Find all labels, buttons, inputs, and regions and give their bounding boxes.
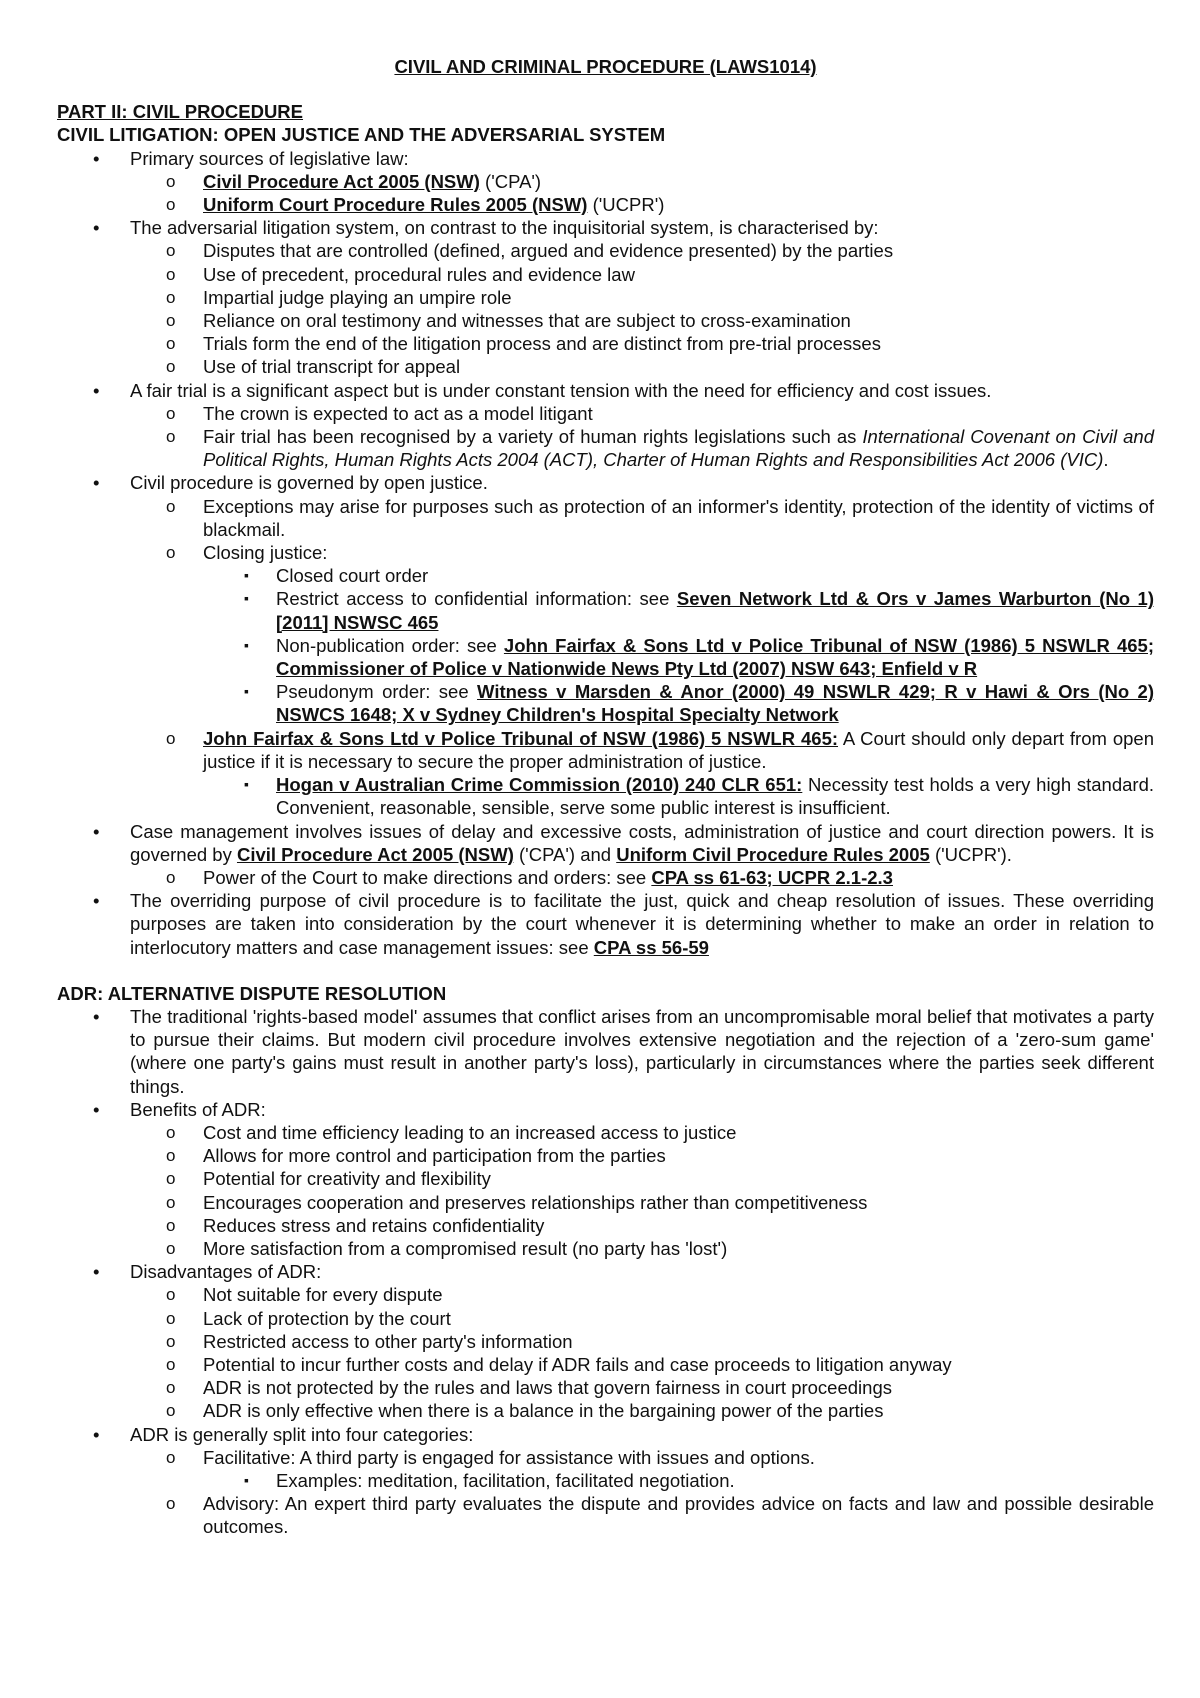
list-item	[130, 1214, 1154, 1237]
bullet-marker: o	[166, 496, 176, 516]
list-item	[57, 1005, 1154, 1098]
list-item-text: Potential for creativity and flexibility	[203, 1168, 491, 1190]
case-reference: Uniform Court Procedure Rules 2005 (NSW)	[203, 194, 588, 216]
list-item	[130, 1144, 1154, 1167]
list-item-text: .	[1103, 449, 1109, 471]
list-item	[130, 1167, 1154, 1190]
list-item	[130, 309, 1154, 332]
list-item	[130, 727, 1154, 820]
list-item-text: The adversarial litigation system, on contrast to the inquisitorial system, is characterised by:	[130, 217, 879, 239]
list-item-text: Reliance on oral testimony and witnesses that are subject to cross-examination	[203, 310, 851, 332]
part-heading: PART II: CIVIL PROCEDURE	[57, 101, 304, 123]
list-item	[130, 425, 1154, 471]
list-item	[130, 1191, 1154, 1214]
list-item-text: ('UCPR')	[587, 194, 665, 216]
list-item	[130, 1399, 1154, 1422]
list-item-text: ('CPA')	[479, 170, 542, 192]
list-item-text: ADR is generally split into four categories:	[130, 1423, 474, 1445]
bullet-marker: o	[166, 1169, 176, 1189]
case-reference: John Fairfax & Sons Ltd v Police Tribunal of NSW (1986) 5 NSWLR 465; Commissioner of Police v Nationwide News Pty Ltd (2007) NSW 643; Enfield v R	[276, 634, 1154, 680]
list-item	[130, 1330, 1154, 1353]
bullet-marker: •	[93, 1098, 100, 1120]
list-item-text: Non-publication order: see	[276, 634, 504, 656]
list-item-text: Reduces stress and retains confidentiality	[203, 1214, 545, 1236]
bullet-marker: •	[93, 147, 100, 169]
list-item-text: A fair trial is a significant aspect but is under constant tension with the need for efficiency and cost issues.	[130, 379, 992, 401]
list-item	[130, 866, 1154, 889]
list-item	[57, 1098, 1154, 1260]
case-reference: Witness v Marsden & Anor (2000) 49 NSWLR 429; R v Hawi & Ors (No 2) NSWCS 1648; X v Sydney Children's Hospital Specialty Network	[276, 681, 1154, 726]
list-item-text: Lack of protection by the court	[203, 1307, 451, 1329]
list-item-text: Advisory: An expert third party evaluates the dispute and provides advice on facts and law and possible desirable outcomes.	[203, 1493, 1154, 1538]
case-reference: CPA ss 56-59	[593, 936, 709, 958]
bullet-marker: o	[166, 1308, 176, 1328]
case-reference: Civil Procedure Act 2005 (NSW)	[203, 170, 480, 192]
list-item	[130, 1353, 1154, 1376]
list-item	[130, 263, 1154, 286]
list-item	[57, 379, 1154, 472]
list-item	[203, 634, 1154, 680]
list-item	[130, 1237, 1154, 1260]
list-item	[203, 564, 1154, 587]
list-item-text: Use of precedent, procedural rules and evidence law	[203, 263, 635, 285]
bullet-marker: ▪	[244, 567, 249, 584]
bullet-marker: •	[93, 890, 100, 912]
list-item-text: Necessity test holds a very high standard. Convenient, reasonable, sensible, serve some public interest is insufficient.	[276, 774, 1155, 819]
list-item-text: Restricted access to other party's information	[203, 1330, 573, 1352]
case-reference: Civil Procedure Act 2005 (NSW)	[236, 843, 514, 865]
list-item-text: Use of trial transcript for appeal	[203, 356, 461, 378]
list-item-text: Potential to incur further costs and delay if ADR fails and case proceeds to litigation anyway	[203, 1353, 952, 1375]
list-item-text: Impartial judge playing an umpire role	[203, 286, 512, 308]
bullet-marker: o	[166, 311, 176, 331]
document-title: CIVIL AND CRIMINAL PROCEDURE (LAWS1014)	[394, 56, 817, 77]
bullet-marker: o	[166, 403, 176, 423]
list-item-text: The overriding purpose of civil procedure is to facilitate the just, quick and cheap resolution of issues. These overriding purposes are taken into consideration by the court whenever it is determining whether to make an order in relation to interlocutory matters and case management issues: see	[130, 890, 1154, 958]
bullet-marker: o	[166, 241, 176, 261]
case-reference: Seven Network Ltd & Ors v James Warburton (No 1) [2011] NSWSC 465	[276, 588, 1154, 633]
bullet-marker: o	[166, 1238, 176, 1258]
bullet-marker: o	[166, 334, 176, 354]
bullet-marker: •	[93, 379, 100, 401]
list-item-text: Not suitable for every dispute	[203, 1284, 443, 1306]
list-item-text: ADR is only effective when there is a balance in the bargaining power of the parties	[203, 1400, 884, 1422]
list-item	[57, 889, 1154, 959]
list-item	[130, 1283, 1154, 1306]
section-heading-adr: ADR: ALTERNATIVE DISPUTE RESOLUTION	[57, 982, 447, 1004]
bullet-marker: o	[166, 1354, 176, 1374]
bullet-marker: o	[166, 1215, 176, 1235]
list-item	[130, 239, 1154, 262]
bullet-marker: •	[93, 1261, 100, 1283]
list-item-text: Exceptions may arise for purposes such as protection of an informer's identity, protection of the identity of victims of blackmail.	[203, 495, 1154, 540]
bullet-marker: o	[166, 264, 176, 284]
bullet-marker: o	[166, 1494, 176, 1514]
list-item-text: Primary sources of legislative law:	[130, 147, 409, 169]
bullet-marker: o	[166, 1146, 176, 1166]
section-spacer	[57, 959, 1154, 982]
list-item	[130, 355, 1154, 378]
list-item-text: Trials form the end of the litigation process and are distinct from pre-trial processes	[203, 333, 881, 355]
adr-list	[57, 1005, 1154, 1539]
bullet-marker: o	[166, 1447, 176, 1467]
bullet-marker: o	[166, 427, 176, 447]
bullet-marker: •	[93, 1005, 100, 1027]
bullet-marker: ▪	[244, 636, 249, 653]
bullet-marker: o	[166, 1192, 176, 1212]
list-item-text: Benefits of ADR:	[130, 1098, 266, 1120]
list-item	[130, 286, 1154, 309]
list-item-text: Fair trial has been recognised by a variety of human rights legislations such as	[203, 426, 863, 448]
bullet-marker: o	[166, 728, 176, 748]
list-item	[130, 1376, 1154, 1399]
list-item-text: Disadvantages of ADR:	[130, 1261, 322, 1283]
list-item	[57, 1260, 1154, 1422]
list-item-text: Civil procedure is governed by open justice.	[130, 472, 488, 494]
case-reference: Uniform Civil Procedure Rules 2005	[616, 843, 930, 865]
bullet-marker: ▪	[244, 1471, 249, 1488]
list-item	[203, 773, 1154, 819]
list-item-text: Cost and time efficiency leading to an increased access to justice	[203, 1121, 737, 1143]
bullet-marker: o	[166, 171, 176, 191]
list-item-text: More satisfaction from a compromised result (no party has 'lost')	[203, 1237, 728, 1259]
list-item-text: Power of the Court to make directions and orders: see	[203, 866, 652, 888]
bullet-marker: ▪	[244, 776, 249, 793]
case-reference: CPA ss 61-63; UCPR 2.1-2.3	[651, 866, 893, 888]
list-item-text: ('CPA') and	[513, 843, 617, 865]
list-item-text: Closed court order	[276, 565, 429, 587]
list-item-text: Pseudonym order: see	[276, 681, 478, 703]
bullet-marker: o	[166, 1285, 176, 1305]
list-item-text: The traditional 'rights-based model' assumes that conflict arises from an uncompromisable moral belief that motivates a party to pursue their claims. But modern civil procedure involves extensive negotiation and the rejection of a 'zero-sum game' (where one party's gains must result in another party's loss), particularly in circumstances where the parties seek different things.	[130, 1005, 1154, 1097]
case-reference: Hogan v Australian Crime Commission (2010) 240 CLR 651:	[276, 774, 803, 796]
bullet-marker: o	[166, 195, 176, 215]
bullet-marker: ▪	[244, 683, 249, 700]
bullet-marker: o	[166, 1401, 176, 1421]
list-item	[57, 147, 1154, 217]
section-heading-civil-litigation: CIVIL LITIGATION: OPEN JUSTICE AND THE ADVERSARIAL SYSTEM	[57, 124, 666, 146]
bullet-marker: •	[93, 1423, 100, 1445]
bullet-marker: o	[166, 1331, 176, 1351]
list-item	[203, 1469, 1154, 1492]
list-item-text: Closing justice:	[203, 542, 328, 564]
bullet-marker: o	[166, 357, 176, 377]
list-item	[57, 471, 1154, 819]
list-item	[130, 1446, 1154, 1492]
bullet-marker: •	[93, 820, 100, 842]
list-item	[130, 541, 1154, 727]
list-item-text: Restrict access to confidential information: see	[276, 588, 677, 610]
list-item	[130, 1492, 1154, 1538]
list-item-text: ('UCPR').	[929, 843, 1012, 865]
bullet-marker: o	[166, 1122, 176, 1142]
list-item-text: A Court should only depart from open justice if it is necessary to secure the proper administration of justice.	[203, 727, 1154, 772]
list-item	[57, 216, 1154, 378]
list-item	[57, 820, 1154, 890]
bullet-marker: •	[93, 472, 100, 494]
bullet-marker: o	[166, 867, 176, 887]
list-item	[203, 587, 1154, 633]
civil-litigation-list	[57, 147, 1154, 959]
list-item	[130, 332, 1154, 355]
list-item	[130, 495, 1154, 541]
list-item	[130, 1307, 1154, 1330]
legislation-names: International Covenant on Civil and Political Rights, Human Rights Acts 2004 (ACT), Charter of Human Rights and Responsibilities Act 2006 (VIC)	[203, 426, 1154, 471]
bullet-marker: o	[166, 287, 176, 307]
bullet-marker: o	[166, 543, 176, 563]
list-item	[57, 1423, 1154, 1539]
bullet-marker: o	[166, 1378, 176, 1398]
list-item-text: Examples: meditation, facilitation, facilitated negotiation.	[276, 1469, 735, 1491]
list-item	[130, 193, 1154, 216]
list-item-text: Case management involves issues of delay and excessive costs, administration of justice and court direction powers. It is governed by	[130, 820, 1154, 865]
list-item-text: Facilitative: A third party is engaged for assistance with issues and options.	[203, 1446, 815, 1468]
list-item-text: Encourages cooperation and preserves relationships rather than competitiveness	[203, 1191, 868, 1213]
list-item	[130, 1121, 1154, 1144]
list-item-text: Disputes that are controlled (defined, argued and evidence presented) by the parties	[203, 240, 894, 262]
case-reference: John Fairfax & Sons Ltd v Police Tribunal of NSW (1986) 5 NSWLR 465:	[203, 727, 839, 749]
list-item-text: Allows for more control and participation from the parties	[203, 1145, 666, 1167]
bullet-marker: •	[93, 217, 100, 239]
list-item	[203, 680, 1154, 726]
bullet-marker: ▪	[244, 590, 249, 607]
list-item-text: The crown is expected to act as a model litigant	[203, 402, 593, 424]
list-item	[130, 402, 1154, 425]
list-item-text: ADR is not protected by the rules and laws that govern fairness in court proceedings	[203, 1377, 892, 1399]
list-item	[130, 170, 1154, 193]
